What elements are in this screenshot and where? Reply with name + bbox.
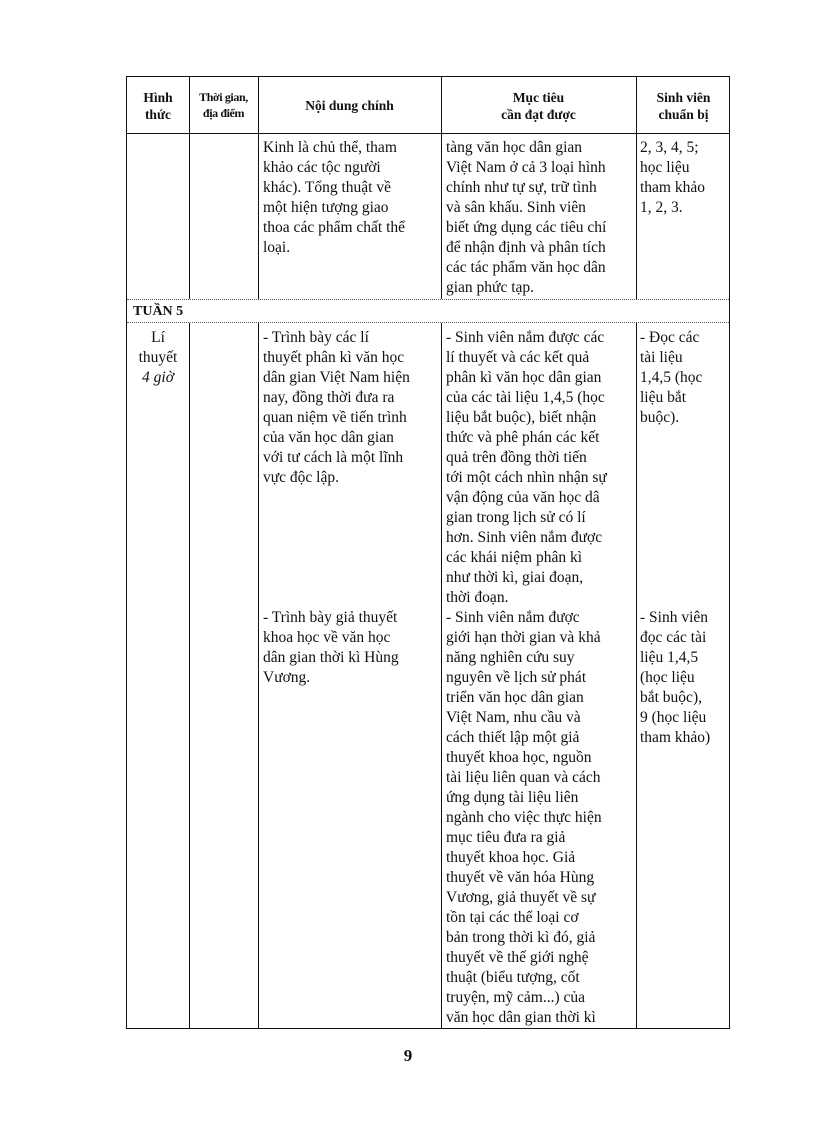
header-form: Hình thức — [143, 90, 173, 122]
column-divider — [441, 77, 442, 1028]
header-objectives: Mục tiêu cần đạt được — [501, 90, 576, 122]
objectives-cell-1: - Sinh viên nắm được các lí thuyết và các kết quả phân kì văn học dân gian của các tài liệu 1,4,5 (học liệu bắt buộc), biết nhận thức và phê phán các kết quả trên đồng thời tiến tới một cách nhìn nhận sự vận động của văn học dâ gian trong lịch sử có lí hơn. Sinh viên nắm được các khái niệm phân kì như thời kì, giai đoạn, thời đoạn. — [446, 329, 607, 606]
content-cell-2: - Trình bày giả thuyết khoa học về văn học dân gian thời kì Hùng Vương. — [263, 609, 399, 686]
row-divider — [127, 322, 729, 323]
header-time-place: Thời gian, địa điểm — [199, 90, 248, 120]
header-divider — [127, 133, 729, 134]
form-cell: Lí thuyết — [138, 329, 178, 366]
continued-objectives-cell: tàng văn học dân gian Việt Nam ở cả 3 loại hình chính như tự sự, trữ tình và sân khấu. Sinh viên biết ứng dụng các tiêu chí để nhận định và phân tích các tác phẩm văn học dân gian phức tạp. — [446, 139, 607, 296]
hours-cell: 4 giờ — [142, 369, 174, 386]
header-preparation: Sinh viên chuẩn bị — [656, 90, 711, 122]
week-label: TUẦN 5 — [133, 304, 184, 319]
page-number: 9 — [403, 1046, 413, 1065]
preparation-cell-2: - Sinh viên đọc các tài liệu 1,4,5 (học liệu bắt buộc), 9 (học liệu tham khảo) — [640, 609, 711, 746]
continued-preparation-cell: 2, 3, 4, 5; học liệu tham khảo 1, 2, 3. — [640, 139, 705, 216]
syllabus-table — [126, 76, 730, 1029]
objectives-cell-2: - Sinh viên nắm được giới hạn thời gian và khả năng nghiên cứu suy nguyên về lịch sử phát triển văn học dân gian Việt Nam, nhu cầu và cách thiết lập một giả thuyết khoa học, nguồn tài liệu liên quan và cách ứng dụng tài liệu liên ngành cho việc thực hiện mục tiêu đưa ra giả thuyết khoa học. Giả thuyết về văn hóa Hùng Vương, giả thuyết về sự tồn tại các thể loại cơ bản trong thời kì đó, giả thuyết về thế giới nghệ thuật (biểu tượng, cốt truyện, mỹ cảm...) của văn học dân gian thời kì — [446, 609, 602, 1026]
continued-content-cell: Kinh là chủ thể, tham khảo các tộc người khác). Tổng thuật về một hiện tượng giao thoa các phẩm chất thể loại. — [263, 139, 406, 256]
preparation-cell-1: - Đọc các tài liệu 1,4,5 (học liệu bắt buộc). — [640, 329, 703, 426]
content-cell-1: - Trình bày các lí thuyết phân kì văn học dân gian Việt Nam hiện nay, đồng thời đưa ra quan niệm về tiến trình của văn học dân gian với tư cách là một lĩnh vực độc lập. — [263, 329, 410, 486]
column-divider — [189, 77, 190, 1028]
week-row-band — [128, 299, 728, 323]
column-divider — [636, 77, 637, 1028]
column-divider — [258, 77, 259, 1028]
header-content: Nội dung chính — [305, 98, 394, 113]
row-divider — [127, 299, 729, 300]
